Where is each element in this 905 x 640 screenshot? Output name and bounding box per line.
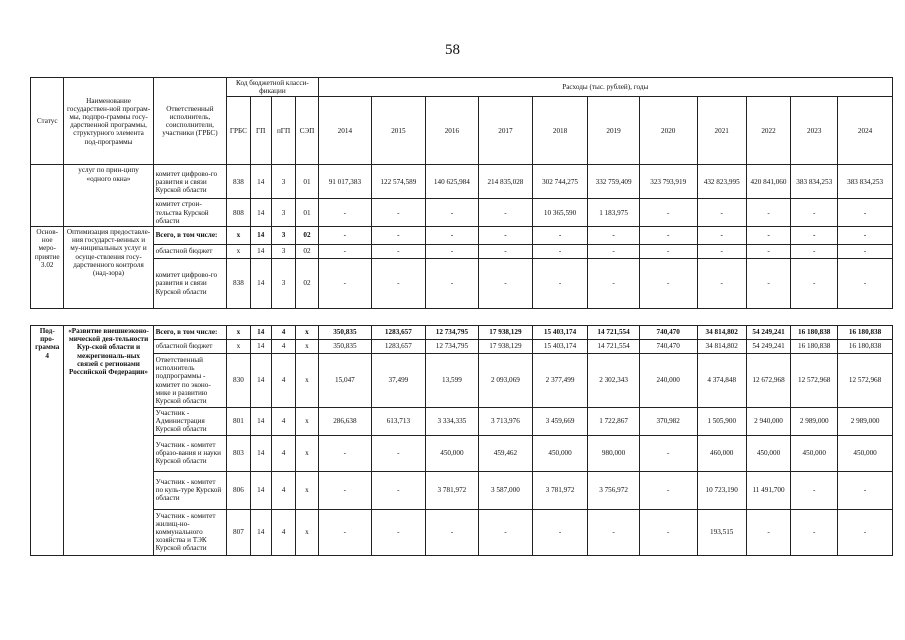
row-value: 12 734,795 bbox=[425, 326, 479, 340]
row-value: - bbox=[372, 471, 426, 509]
row-executor: Всего, в том числе: bbox=[153, 227, 227, 245]
row-value: - bbox=[838, 471, 893, 509]
row-value: 16 180,838 bbox=[791, 340, 838, 354]
row-value: 286,638 bbox=[318, 408, 372, 436]
header-code: СЭП bbox=[296, 97, 318, 165]
row-value: - bbox=[791, 227, 838, 245]
row-value: - bbox=[838, 227, 893, 245]
row-value: - bbox=[746, 227, 791, 245]
row-code: 02 bbox=[296, 227, 318, 245]
row-value: 740,470 bbox=[639, 340, 697, 354]
row-value: - bbox=[318, 509, 372, 555]
row-value: 3 713,976 bbox=[479, 408, 533, 436]
row-value: - bbox=[697, 227, 746, 245]
row-value: 302 744,275 bbox=[532, 165, 588, 199]
row-code: 01 bbox=[296, 165, 318, 199]
header-year: 2019 bbox=[588, 97, 639, 165]
header-year: 2022 bbox=[746, 97, 791, 165]
header-year: 2016 bbox=[425, 97, 479, 165]
row-value: - bbox=[588, 259, 639, 309]
row-value: 450,000 bbox=[838, 435, 893, 471]
row-executor: Участник - Администрация Курской области bbox=[153, 408, 227, 436]
row-code: 838 bbox=[227, 165, 250, 199]
row-value: - bbox=[838, 245, 893, 259]
header-year: 2020 bbox=[639, 97, 697, 165]
row-value: 1 722,867 bbox=[588, 408, 639, 436]
row-value: - bbox=[697, 199, 746, 227]
row-value: - bbox=[697, 245, 746, 259]
row-code: x bbox=[296, 326, 318, 340]
row-status: Основ-ное меро-приятие 3.02 bbox=[31, 227, 64, 309]
row-value: - bbox=[372, 245, 426, 259]
header-year: 2021 bbox=[697, 97, 746, 165]
row-value: - bbox=[479, 259, 533, 309]
spacer-cell bbox=[31, 309, 893, 326]
row-value: - bbox=[697, 259, 746, 309]
row-value: - bbox=[479, 509, 533, 555]
row-value: - bbox=[639, 259, 697, 309]
row-value: 323 793,919 bbox=[639, 165, 697, 199]
row-code: 14 bbox=[250, 509, 271, 555]
row-code: x bbox=[296, 340, 318, 354]
row-value: - bbox=[791, 199, 838, 227]
row-value: 613,713 bbox=[372, 408, 426, 436]
row-value: 450,000 bbox=[746, 435, 791, 471]
row-value: - bbox=[639, 199, 697, 227]
row-value: 12 672,968 bbox=[746, 354, 791, 408]
row-value: - bbox=[791, 509, 838, 555]
row-value: - bbox=[318, 227, 372, 245]
row-value: 3 587,000 bbox=[479, 471, 533, 509]
row-value: 459,462 bbox=[479, 435, 533, 471]
row-code: 4 bbox=[271, 340, 296, 354]
header-code: пГП bbox=[271, 97, 296, 165]
header-year: 2023 bbox=[791, 97, 838, 165]
table-row bbox=[31, 509, 893, 555]
row-value: 140 625,984 bbox=[425, 165, 479, 199]
row-value: - bbox=[639, 509, 697, 555]
row-value: - bbox=[372, 509, 426, 555]
table-row bbox=[31, 471, 893, 509]
row-value: 2 093,069 bbox=[479, 354, 533, 408]
row-value: - bbox=[425, 227, 479, 245]
header-year: 2024 bbox=[838, 97, 893, 165]
row-code: 801 bbox=[227, 408, 250, 436]
row-value: 240,000 bbox=[639, 354, 697, 408]
row-code: 806 bbox=[227, 471, 250, 509]
row-value: 450,000 bbox=[425, 435, 479, 471]
row-value: 3 781,972 bbox=[425, 471, 479, 509]
row-value: 34 814,802 bbox=[697, 326, 746, 340]
row-code: 02 bbox=[296, 245, 318, 259]
row-executor: областной бюджет bbox=[153, 245, 227, 259]
row-value: 16 180,838 bbox=[838, 326, 893, 340]
row-code: 14 bbox=[250, 326, 271, 340]
row-code: 14 bbox=[250, 199, 271, 227]
row-value: - bbox=[746, 199, 791, 227]
row-value: 460,000 bbox=[697, 435, 746, 471]
row-value: - bbox=[791, 259, 838, 309]
row-value: 14 721,554 bbox=[588, 340, 639, 354]
header-year: 2014 bbox=[318, 97, 372, 165]
row-executor: Ответственный исполнитель подпрограммы - комитет по эконо-мике и развитию Курской области bbox=[153, 354, 227, 408]
row-value: 15 403,174 bbox=[532, 326, 588, 340]
row-code: 14 bbox=[250, 340, 271, 354]
row-value: - bbox=[532, 227, 588, 245]
row-code: 3 bbox=[271, 227, 296, 245]
table-row bbox=[31, 165, 893, 199]
row-value: 1283,657 bbox=[372, 340, 426, 354]
row-code: 3 bbox=[271, 165, 296, 199]
row-executor: комитет цифрово-го развития и связи Курской области bbox=[153, 165, 227, 199]
row-code: x bbox=[296, 354, 318, 408]
row-executor: Участник - комитет по куль-туре Курской области bbox=[153, 471, 227, 509]
row-value: - bbox=[532, 509, 588, 555]
row-value: - bbox=[318, 435, 372, 471]
row-name: услуг по прин-ципу «одного окна» bbox=[64, 165, 153, 227]
row-value: 350,835 bbox=[318, 340, 372, 354]
row-code: 14 bbox=[250, 227, 271, 245]
row-value: 383 834,253 bbox=[838, 165, 893, 199]
row-code: 838 bbox=[227, 259, 250, 309]
row-code: 4 bbox=[271, 326, 296, 340]
row-value: - bbox=[425, 509, 479, 555]
row-value: 15,047 bbox=[318, 354, 372, 408]
row-value: - bbox=[588, 227, 639, 245]
row-value: - bbox=[532, 245, 588, 259]
row-executor: комитет строи-тельства Курской области bbox=[153, 199, 227, 227]
row-status: Под-про-грамма 4 bbox=[31, 326, 64, 556]
row-value: 193,515 bbox=[697, 509, 746, 555]
header-code: ГРБС bbox=[227, 97, 250, 165]
row-code: 808 bbox=[227, 199, 250, 227]
row-value: 91 017,383 bbox=[318, 165, 372, 199]
table-row bbox=[31, 326, 893, 340]
table-row bbox=[31, 199, 893, 227]
row-code: x bbox=[227, 340, 250, 354]
row-value: - bbox=[318, 259, 372, 309]
row-value: - bbox=[588, 245, 639, 259]
row-value: 2 940,000 bbox=[746, 408, 791, 436]
row-code: x bbox=[296, 435, 318, 471]
row-value: - bbox=[791, 245, 838, 259]
row-value: 12 572,968 bbox=[791, 354, 838, 408]
row-value: - bbox=[639, 471, 697, 509]
row-value: 2 989,000 bbox=[838, 408, 893, 436]
row-value: 13,599 bbox=[425, 354, 479, 408]
header-status: Статус bbox=[31, 78, 64, 165]
row-value: - bbox=[746, 509, 791, 555]
row-value: - bbox=[425, 245, 479, 259]
row-code: 3 bbox=[271, 199, 296, 227]
row-value: 450,000 bbox=[791, 435, 838, 471]
spacer-row bbox=[31, 309, 893, 326]
row-value: 3 334,335 bbox=[425, 408, 479, 436]
header-year: 2017 bbox=[479, 97, 533, 165]
row-value: - bbox=[318, 199, 372, 227]
row-value: - bbox=[425, 259, 479, 309]
row-code: 803 bbox=[227, 435, 250, 471]
row-value: - bbox=[838, 199, 893, 227]
row-executor: областной бюджет bbox=[153, 340, 227, 354]
row-value: 15 403,174 bbox=[532, 340, 588, 354]
row-value: 332 759,409 bbox=[588, 165, 639, 199]
row-value: - bbox=[425, 199, 479, 227]
row-value: 2 377,499 bbox=[532, 354, 588, 408]
row-value: 122 574,589 bbox=[372, 165, 426, 199]
row-code: 807 bbox=[227, 509, 250, 555]
row-value: - bbox=[746, 245, 791, 259]
row-code: 02 bbox=[296, 259, 318, 309]
row-value: - bbox=[318, 245, 372, 259]
header-budget-code: Код бюджетной класси-фикации bbox=[227, 78, 318, 97]
row-value: - bbox=[532, 259, 588, 309]
header-executor: Ответственный исполнитель, соисполнители, участники (ГРБС) bbox=[153, 78, 227, 165]
row-code: 14 bbox=[250, 408, 271, 436]
row-code: 14 bbox=[250, 354, 271, 408]
row-value: 14 721,554 bbox=[588, 326, 639, 340]
header-year: 2018 bbox=[532, 97, 588, 165]
row-value: 1283,657 bbox=[372, 326, 426, 340]
row-value: 3 781,972 bbox=[532, 471, 588, 509]
row-value: 16 180,838 bbox=[838, 340, 893, 354]
row-value: 450,000 bbox=[532, 435, 588, 471]
row-code: 830 bbox=[227, 354, 250, 408]
row-code: 4 bbox=[271, 471, 296, 509]
table-row bbox=[31, 227, 893, 245]
row-value: 432 823,995 bbox=[697, 165, 746, 199]
row-value: - bbox=[479, 199, 533, 227]
row-code: x bbox=[296, 408, 318, 436]
row-value: - bbox=[791, 471, 838, 509]
budget-table bbox=[30, 77, 893, 556]
table-row bbox=[31, 245, 893, 259]
row-value: - bbox=[639, 227, 697, 245]
row-value: - bbox=[372, 227, 426, 245]
row-value: - bbox=[372, 199, 426, 227]
row-code: 14 bbox=[250, 259, 271, 309]
table-row bbox=[31, 435, 893, 471]
header-name: Наименование государствен-ной програм-мы, подпро-граммы госу-дарственной программы, структурного элемента под-программы bbox=[64, 78, 153, 165]
row-code: 14 bbox=[250, 245, 271, 259]
row-value: - bbox=[372, 259, 426, 309]
row-value: 370,982 bbox=[639, 408, 697, 436]
row-code: x bbox=[227, 227, 250, 245]
table-row bbox=[31, 354, 893, 408]
row-value: 17 938,129 bbox=[479, 340, 533, 354]
row-code: x bbox=[227, 326, 250, 340]
row-code: x bbox=[227, 245, 250, 259]
row-value: - bbox=[746, 259, 791, 309]
row-executor: Всего, в том числе: bbox=[153, 326, 227, 340]
row-value: 54 249,241 bbox=[746, 326, 791, 340]
row-name: Оптимизация предоставле-ния государст-венных и му-ниципальных услуг и осуще-ствления госу-дарственного контроля (над-зора) bbox=[64, 227, 153, 309]
row-value: - bbox=[838, 259, 893, 309]
row-value: 420 841,060 bbox=[746, 165, 791, 199]
row-value: - bbox=[588, 509, 639, 555]
row-value: 214 835,028 bbox=[479, 165, 533, 199]
row-value: 12 572,968 bbox=[838, 354, 893, 408]
row-value: 383 834,253 bbox=[791, 165, 838, 199]
row-code: x bbox=[296, 509, 318, 555]
row-executor: комитет цифрово-го развития и связи Курской области bbox=[153, 259, 227, 309]
row-code: 4 bbox=[271, 408, 296, 436]
row-value: 10 365,590 bbox=[532, 199, 588, 227]
row-code: 3 bbox=[271, 245, 296, 259]
row-executor: Участник - комитет образо-вания и науки Курской области bbox=[153, 435, 227, 471]
row-value: - bbox=[479, 227, 533, 245]
row-code: 4 bbox=[271, 354, 296, 408]
row-value: 10 723,190 bbox=[697, 471, 746, 509]
row-value: 54 249,241 bbox=[746, 340, 791, 354]
row-value: - bbox=[372, 435, 426, 471]
row-value: 1 505,900 bbox=[697, 408, 746, 436]
row-value: 3 459,669 bbox=[532, 408, 588, 436]
row-executor: Участник - комитет жилищ-но-коммунального хозяйства и ТЭК Курской области bbox=[153, 509, 227, 555]
row-value: 3 756,972 bbox=[588, 471, 639, 509]
row-name: «Развитие внешнеэконо-мической дея-тельности Кур-ской области и межрегиональ-ных связей с регионами Российской Федерации» bbox=[64, 326, 153, 556]
row-value: 350,835 bbox=[318, 326, 372, 340]
row-value: 2 989,000 bbox=[791, 408, 838, 436]
row-value: 11 491,700 bbox=[746, 471, 791, 509]
row-value: - bbox=[639, 435, 697, 471]
header-expenses: Расходы (тыс. рублей), годы bbox=[318, 78, 892, 97]
row-status bbox=[31, 165, 64, 227]
row-value: 16 180,838 bbox=[791, 326, 838, 340]
table-row bbox=[31, 259, 893, 309]
row-value: - bbox=[639, 245, 697, 259]
row-value: 37,499 bbox=[372, 354, 426, 408]
row-code: 4 bbox=[271, 509, 296, 555]
row-code: 14 bbox=[250, 471, 271, 509]
row-value: 1 183,975 bbox=[588, 199, 639, 227]
row-code: 3 bbox=[271, 259, 296, 309]
row-value: 980,000 bbox=[588, 435, 639, 471]
table-row bbox=[31, 340, 893, 354]
row-value: 12 734,795 bbox=[425, 340, 479, 354]
row-value: 740,470 bbox=[639, 326, 697, 340]
row-value: 2 302,343 bbox=[588, 354, 639, 408]
row-code: 14 bbox=[250, 165, 271, 199]
page-number: 58 bbox=[445, 42, 460, 58]
row-value: 4 374,848 bbox=[697, 354, 746, 408]
row-value: 17 938,129 bbox=[479, 326, 533, 340]
row-code: 14 bbox=[250, 435, 271, 471]
header-code: ГП bbox=[250, 97, 271, 165]
row-value: 34 814,802 bbox=[697, 340, 746, 354]
row-value: - bbox=[838, 509, 893, 555]
row-code: 4 bbox=[271, 435, 296, 471]
row-code: x bbox=[296, 471, 318, 509]
row-value: - bbox=[318, 471, 372, 509]
table-row bbox=[31, 408, 893, 436]
row-value: - bbox=[479, 245, 533, 259]
row-code: 01 bbox=[296, 199, 318, 227]
header-year: 2015 bbox=[372, 97, 426, 165]
